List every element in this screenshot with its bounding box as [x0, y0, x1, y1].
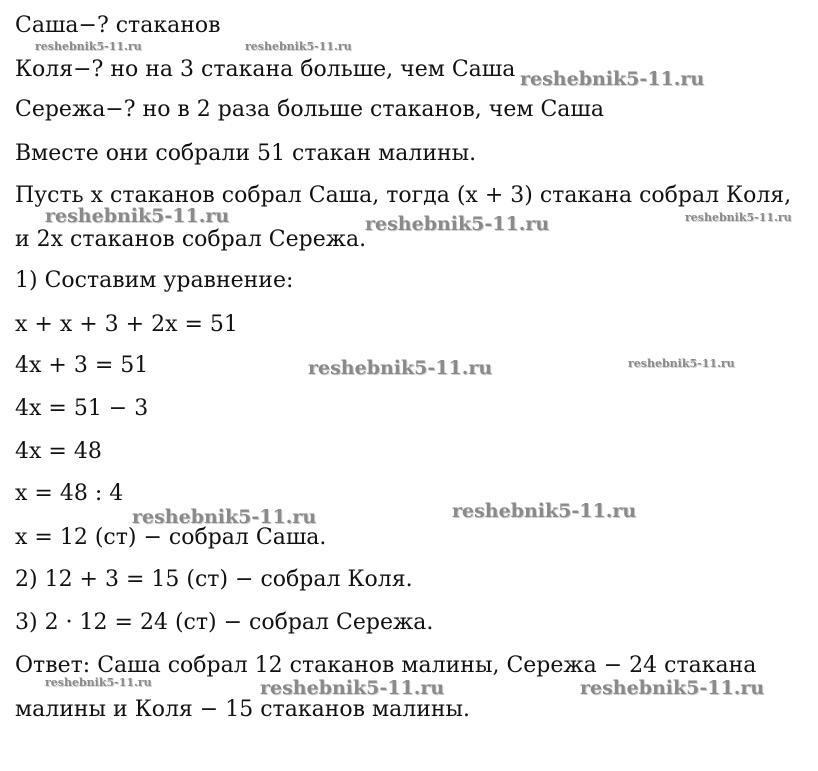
watermark: reshebnik5-11.ru — [45, 205, 230, 227]
text-line-answer: Ответ: Саша собрал 12 стаканов малины, Сережа − 24 стакана — [15, 653, 757, 678]
equation-line-2: 4x + 3 = 51 — [15, 353, 149, 378]
text-line-let-x-cont: и 2x стаканов собрал Сережа. — [15, 227, 367, 252]
equation-line-3: 4x = 51 − 3 — [15, 396, 149, 421]
watermark: reshebnik5-11.ru — [132, 506, 317, 528]
watermark: reshebnik5-11.ru — [308, 357, 493, 379]
equation-line-5: x = 48 : 4 — [15, 481, 124, 506]
text-line-total: Вместе они собрали 51 стакан малины. — [15, 141, 477, 166]
watermark: reshebnik5-11.ru — [520, 68, 705, 90]
text-line-kolya: Коля−? но на 3 стакана больше, чем Саша — [15, 57, 516, 82]
equation-line-1: x + x + 3 + 2x = 51 — [15, 312, 238, 337]
text-line-answer-cont: малины и Коля − 15 стаканов малины. — [15, 697, 471, 722]
text-line-step-3: 3) 2 · 12 = 24 (ст) − собрал Сережа. — [15, 610, 434, 635]
watermark: reshebnik5-11.ru — [580, 677, 765, 699]
watermark: reshebnik5-11.ru — [365, 213, 550, 235]
watermark: reshebnik5-11.ru — [245, 40, 352, 53]
text-line-sasha: Саша−? стаканов — [15, 13, 221, 38]
text-line-let-x: Пусть x стаканов собрал Саша, тогда (x + 3) стакана собрал Коля, — [15, 183, 792, 208]
watermark: reshebnik5-11.ru — [45, 676, 152, 689]
watermark: reshebnik5-11.ru — [628, 357, 735, 370]
text-line-serezha: Сережа−? но в 2 раза больше стаканов, чем Саша — [15, 97, 604, 122]
equation-line-4: 4x = 48 — [15, 439, 102, 464]
watermark: reshebnik5-11.ru — [685, 211, 792, 224]
watermark: reshebnik5-11.ru — [35, 40, 142, 53]
text-line-step-1: 1) Составим уравнение: — [15, 268, 294, 293]
equation-line-result: x = 12 (ст) − собрал Саша. — [15, 525, 327, 550]
watermark: reshebnik5-11.ru — [260, 677, 445, 699]
watermark: reshebnik5-11.ru — [452, 500, 637, 522]
text-line-step-2: 2) 12 + 3 = 15 (ст) − собрал Коля. — [15, 567, 413, 592]
